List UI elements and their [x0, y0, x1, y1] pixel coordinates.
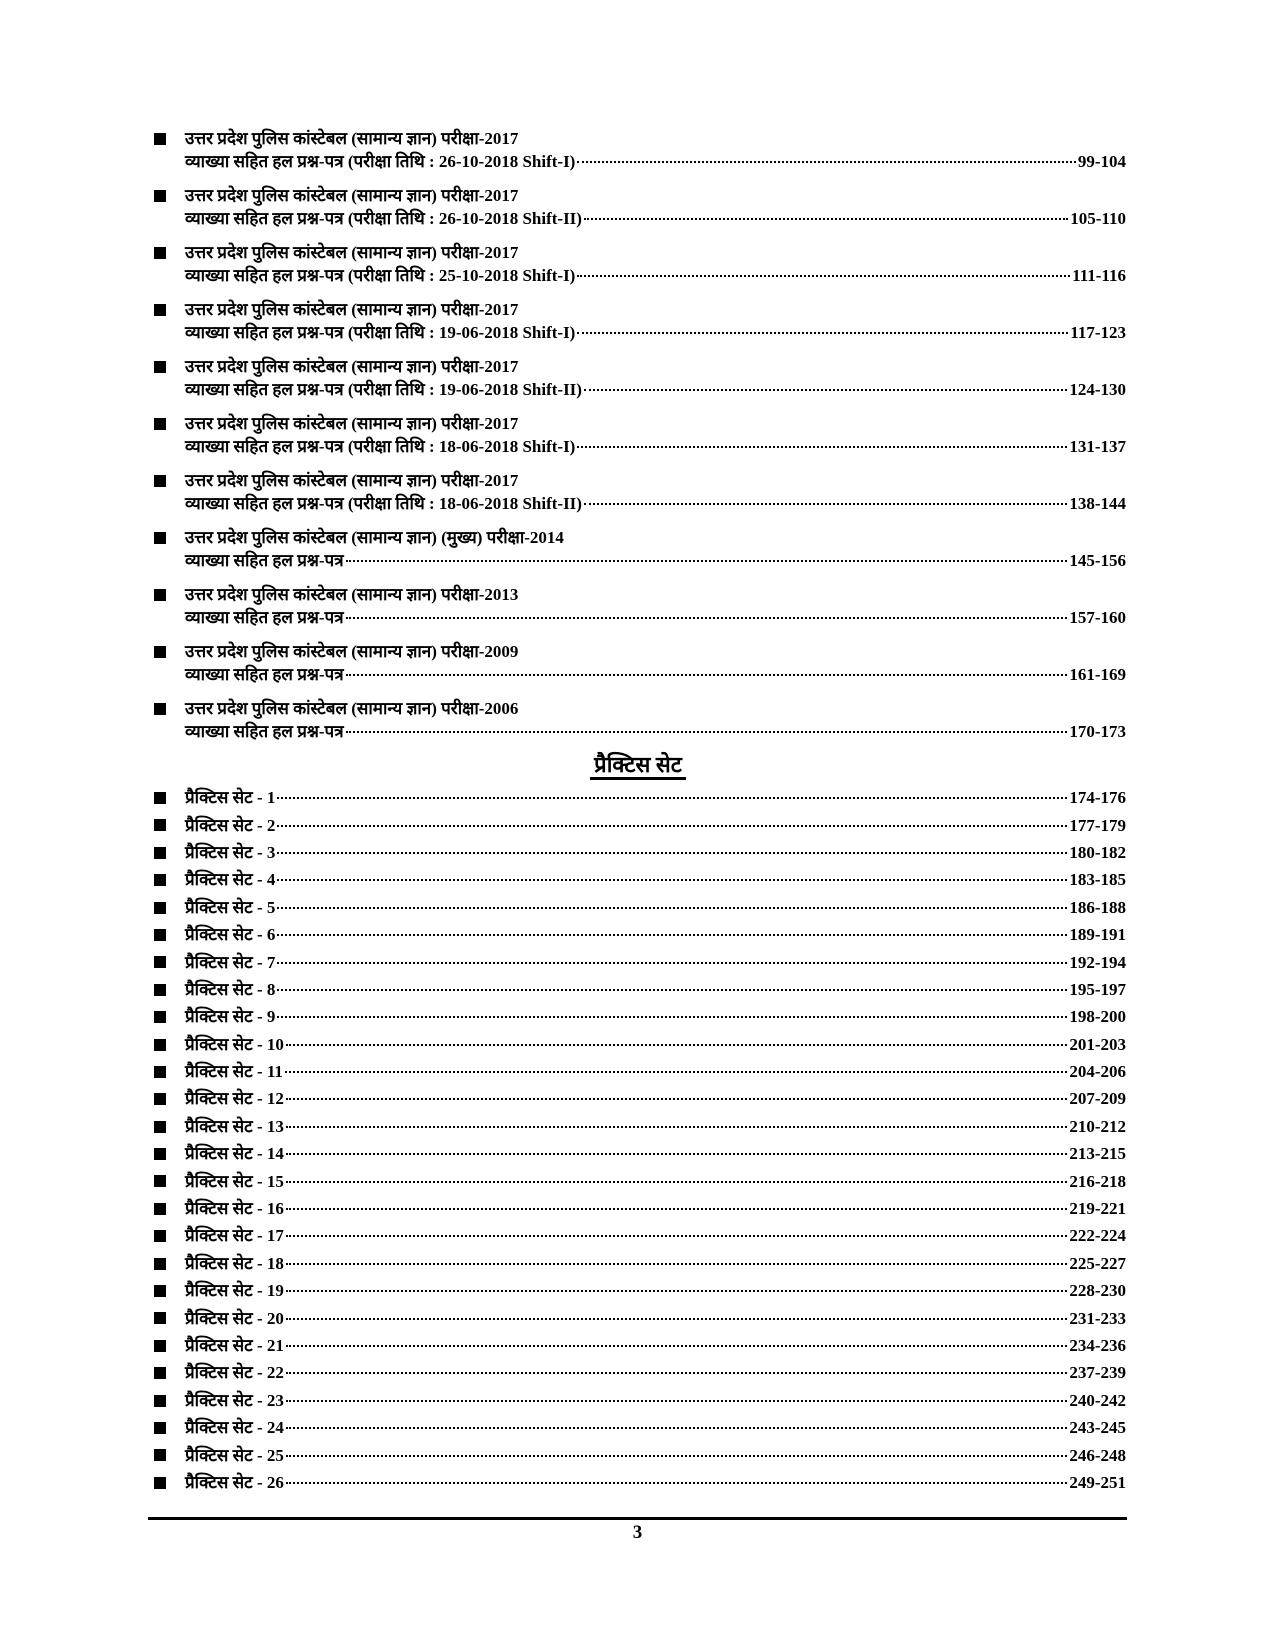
practice-set-entry[interactable]	[150, 1359, 1126, 1386]
square-bullet-icon	[154, 133, 166, 145]
square-bullet-icon	[154, 1121, 166, 1133]
square-bullet-icon	[154, 929, 166, 941]
entry-detail: व्याख्या सहित हल प्रश्न-पत्र (परीक्षा तिथि : 18-06-2018 Shift-I)	[185, 437, 576, 456]
dot-leader	[346, 617, 1068, 619]
practice-set-page-range: 195-197	[1069, 979, 1126, 999]
dot-leader	[277, 962, 1067, 964]
dot-leader	[286, 1153, 1067, 1155]
practice-set-entry[interactable]	[150, 784, 1126, 811]
practice-set-entry[interactable]	[150, 866, 1126, 893]
practice-set-line	[185, 1414, 1126, 1441]
toc-entry[interactable]	[150, 241, 1126, 287]
square-bullet-icon	[154, 984, 166, 996]
toc-entry[interactable]	[150, 526, 1126, 572]
dot-leader	[577, 275, 1070, 277]
dot-leader	[577, 446, 1067, 448]
entry-title: उत्तर प्रदेश पुलिस कांस्टेबल (सामान्य ज्ञान) परीक्षा-2013	[185, 585, 519, 604]
practice-set-page-range: 219-221	[1069, 1199, 1126, 1219]
practice-set-label: प्रैक्टिस सेट - 1	[185, 788, 276, 808]
dot-leader	[346, 674, 1068, 676]
practice-set-line	[185, 839, 1126, 866]
practice-set-line	[185, 1195, 1126, 1222]
square-bullet-icon	[154, 792, 166, 804]
practice-set-entry[interactable]	[150, 1003, 1126, 1030]
square-bullet-icon	[154, 361, 166, 373]
square-bullet-icon	[154, 475, 166, 487]
entry-detail-line	[185, 606, 1126, 629]
practice-set-label: प्रैक्टिस सेट - 9	[185, 1007, 276, 1027]
practice-set-entry[interactable]	[150, 1277, 1126, 1304]
dot-leader	[286, 1263, 1067, 1265]
practice-set-line	[185, 1277, 1126, 1304]
entry-title: उत्तर प्रदेश पुलिस कांस्टेबल (सामान्य ज्ञान) परीक्षा-2017	[185, 243, 519, 262]
practice-set-page-range: 174-176	[1069, 788, 1126, 808]
square-bullet-icon	[154, 1449, 166, 1461]
practice-set-label: प्रैक्टिस सेट - 21	[185, 1336, 284, 1355]
practice-set-label: प्रैक्टिस सेट - 20	[185, 1308, 284, 1328]
practice-set-line	[185, 1085, 1126, 1112]
practice-heading-text: प्रैक्टिस सेट	[590, 752, 686, 780]
practice-set-entry[interactable]	[150, 948, 1126, 975]
practice-set-line	[185, 1113, 1126, 1140]
practice-set-label: प्रैक्टिस सेट - 15	[185, 1171, 284, 1191]
practice-set-label: प्रैक्टिस सेट - 4	[185, 870, 276, 890]
practice-set-line	[185, 812, 1126, 839]
dot-leader	[277, 852, 1067, 854]
practice-set-line	[185, 1469, 1126, 1496]
entry-detail-line	[185, 150, 1126, 173]
square-bullet-icon	[154, 1477, 166, 1489]
entry-page-range: 138-144	[1069, 494, 1126, 513]
square-bullet-icon	[154, 874, 166, 886]
practice-set-page-range: 228-230	[1069, 1281, 1126, 1301]
practice-set-page-range: 201-203	[1069, 1034, 1126, 1054]
practice-set-label: प्रैक्टिस सेट - 3	[185, 842, 276, 862]
practice-set-line	[185, 1003, 1126, 1030]
square-bullet-icon	[154, 1066, 166, 1078]
square-bullet-icon	[154, 703, 166, 715]
practice-set-line	[185, 784, 1126, 811]
square-bullet-icon	[154, 956, 166, 968]
entry-detail: व्याख्या सहित हल प्रश्न-पत्र (परीक्षा तिथि : 25-10-2018 Shift-I)	[185, 266, 576, 285]
practice-set-line	[185, 1332, 1126, 1359]
entry-detail: व्याख्या सहित हल प्रश्न-पत्र	[185, 722, 344, 741]
practice-set-label: प्रैक्टिस सेट - 13	[185, 1116, 284, 1136]
entry-detail-line	[185, 264, 1126, 287]
practice-set-page-range: 237-239	[1069, 1363, 1126, 1383]
entry-title: उत्तर प्रदेश पुलिस कांस्टेबल (सामान्य ज्ञान) परीक्षा-2017	[185, 471, 519, 490]
square-bullet-icon	[154, 1175, 166, 1187]
practice-set-entry[interactable]	[150, 1387, 1126, 1414]
toc-entry[interactable]	[150, 127, 1126, 173]
dot-leader	[286, 1372, 1067, 1374]
square-bullet-icon	[154, 1011, 166, 1023]
dot-leader	[286, 1455, 1067, 1457]
practice-set-page-range: 216-218	[1069, 1171, 1126, 1191]
practice-set-entry[interactable]	[150, 1222, 1126, 1249]
practice-set-list	[150, 784, 1126, 1496]
practice-set-label: प्रैक्टिस सेट - 7	[185, 952, 276, 972]
dot-leader	[584, 389, 1067, 391]
practice-set-entry[interactable]	[150, 1250, 1126, 1277]
practice-set-entry[interactable]	[150, 976, 1126, 1003]
practice-set-page-range: 186-188	[1069, 897, 1126, 917]
practice-set-page-range: 189-191	[1069, 925, 1126, 945]
practice-set-page-range: 183-185	[1069, 870, 1126, 890]
practice-set-page-range: 234-236	[1069, 1336, 1126, 1355]
practice-set-line	[185, 1387, 1126, 1414]
practice-set-label: प्रैक्टिस सेट - 2	[185, 815, 276, 835]
practice-set-page-range: 198-200	[1069, 1007, 1126, 1027]
practice-set-page-range: 246-248	[1069, 1445, 1126, 1465]
dot-leader	[286, 1290, 1067, 1292]
dot-leader	[277, 797, 1067, 799]
toc-entry[interactable]	[150, 355, 1126, 401]
entry-detail: व्याख्या सहित हल प्रश्न-पत्र (परीक्षा तिथि : 19-06-2018 Shift-II)	[185, 380, 582, 399]
practice-set-line	[185, 976, 1126, 1003]
toc-entry[interactable]	[150, 298, 1126, 344]
dot-leader	[577, 161, 1075, 163]
square-bullet-icon	[154, 1340, 166, 1352]
toc-entry[interactable]	[150, 583, 1126, 629]
practice-set-line	[185, 1305, 1126, 1332]
square-bullet-icon	[154, 1148, 166, 1160]
square-bullet-icon	[154, 247, 166, 259]
dot-leader	[346, 731, 1068, 733]
practice-set-label: प्रैक्टिस सेट - 16	[185, 1199, 284, 1219]
entry-page-range: 124-130	[1069, 380, 1126, 399]
practice-set-page-range: 207-209	[1069, 1089, 1126, 1109]
practice-set-line	[185, 1222, 1126, 1249]
practice-set-label: प्रैक्टिस सेट - 6	[185, 925, 276, 945]
practice-set-entry[interactable]	[150, 839, 1126, 866]
practice-set-page-range: 222-224	[1069, 1226, 1126, 1246]
practice-set-label: प्रैक्टिस सेट - 12	[185, 1089, 284, 1109]
entry-title: उत्तर प्रदेश पुलिस कांस्टेबल (सामान्य ज्ञान) परीक्षा-2017	[185, 129, 519, 148]
practice-set-label: प्रैक्टिस सेट - 25	[185, 1445, 284, 1465]
entry-page-range: 170-173	[1069, 722, 1126, 741]
dot-leader	[285, 1071, 1067, 1073]
square-bullet-icon	[154, 819, 166, 831]
practice-set-line	[185, 1250, 1126, 1277]
entry-detail-line	[185, 720, 1126, 743]
practice-set-entry[interactable]	[150, 1441, 1126, 1468]
entry-detail-line	[185, 321, 1126, 344]
square-bullet-icon	[154, 304, 166, 316]
entry-detail-line	[185, 549, 1126, 572]
practice-set-entry[interactable]	[150, 1469, 1126, 1496]
practice-set-page-range: 180-182	[1069, 842, 1126, 862]
square-bullet-icon	[154, 1258, 166, 1270]
practice-set-label: प्रैक्टिस सेट - 11	[185, 1062, 283, 1082]
practice-set-page-range: 204-206	[1069, 1062, 1126, 1082]
dot-leader	[286, 1098, 1067, 1100]
practice-set-line	[185, 1359, 1126, 1386]
practice-set-entry[interactable]	[150, 1113, 1126, 1140]
entry-detail: व्याख्या सहित हल प्रश्न-पत्र (परीक्षा तिथि : 26-10-2018 Shift-II)	[185, 209, 582, 228]
practice-set-line	[185, 949, 1126, 976]
dot-leader	[346, 560, 1068, 562]
entry-title: उत्तर प्रदेश पुलिस कांस्टेबल (सामान्य ज्ञान) परीक्षा-2017	[185, 414, 519, 433]
dot-leader	[286, 1208, 1067, 1210]
dot-leader	[286, 1126, 1067, 1128]
practice-set-entry[interactable]	[150, 1140, 1126, 1167]
practice-set-label: प्रैक्टिस सेट - 5	[185, 897, 276, 917]
entry-page-range: 131-137	[1069, 437, 1126, 456]
dot-leader	[286, 1235, 1067, 1237]
practice-set-line	[185, 1140, 1126, 1167]
practice-set-label: प्रैक्टिस सेट - 22	[185, 1363, 284, 1383]
practice-set-entry[interactable]	[150, 1195, 1126, 1222]
dot-leader	[286, 1044, 1067, 1046]
dot-leader	[277, 1016, 1067, 1018]
practice-set-label: प्रैक्टिस सेट - 18	[185, 1253, 284, 1273]
entry-title: उत्तर प्रदेश पुलिस कांस्टेबल (सामान्य ज्ञान) परीक्षा-2017	[185, 300, 519, 319]
entry-detail: व्याख्या सहित हल प्रश्न-पत्र (परीक्षा तिथि : 19-06-2018 Shift-I)	[185, 323, 576, 342]
square-bullet-icon	[154, 1285, 166, 1297]
entry-detail: व्याख्या सहित हल प्रश्न-पत्र	[185, 665, 344, 684]
dot-leader	[286, 1427, 1067, 1429]
square-bullet-icon	[154, 847, 166, 859]
entry-detail: व्याख्या सहित हल प्रश्न-पत्र	[185, 551, 344, 570]
square-bullet-icon	[154, 902, 166, 914]
square-bullet-icon	[154, 1039, 166, 1051]
dot-leader	[577, 332, 1068, 334]
entry-page-range: 117-123	[1070, 323, 1126, 342]
dot-leader	[286, 1400, 1067, 1402]
practice-set-entry[interactable]	[150, 1031, 1126, 1058]
exam-entry-list	[150, 127, 1126, 743]
practice-set-label: प्रैक्टिस सेट - 10	[185, 1034, 284, 1054]
practice-set-entry[interactable]	[150, 1304, 1126, 1331]
dot-leader	[277, 989, 1067, 991]
practice-set-page-range: 240-242	[1069, 1390, 1126, 1410]
entry-title: उत्तर प्रदेश पुलिस कांस्टेबल (सामान्य ज्ञान) परीक्षा-2017	[185, 357, 519, 376]
dot-leader	[277, 907, 1067, 909]
practice-set-label: प्रैक्टिस सेट - 8	[185, 979, 276, 999]
toc-entry[interactable]	[150, 184, 1126, 230]
entry-page-range: 105-110	[1070, 209, 1126, 228]
square-bullet-icon	[154, 1312, 166, 1324]
entry-title: उत्तर प्रदेश पुलिस कांस्टेबल (सामान्य ज्ञान) (मुख्य) परीक्षा-2014	[185, 528, 564, 547]
square-bullet-icon	[154, 418, 166, 430]
practice-set-label: प्रैक्टिस सेट - 24	[185, 1418, 284, 1438]
practice-set-entry[interactable]	[150, 921, 1126, 948]
entry-detail-line	[185, 435, 1126, 458]
square-bullet-icon	[154, 532, 166, 544]
entry-detail: व्याख्या सहित हल प्रश्न-पत्र	[185, 608, 344, 627]
practice-set-entry[interactable]	[150, 1414, 1126, 1441]
practice-set-label: प्रैक्टिस सेट - 17	[185, 1226, 284, 1246]
entry-page-range: 161-169	[1069, 665, 1126, 684]
toc-entry[interactable]	[150, 469, 1126, 515]
toc-entry[interactable]	[150, 697, 1126, 743]
dot-leader	[277, 934, 1067, 936]
practice-set-entry[interactable]	[150, 1167, 1126, 1194]
practice-set-page-range: 231-233	[1069, 1308, 1126, 1328]
practice-set-page-range: 192-194	[1069, 952, 1126, 972]
practice-set-line	[185, 1168, 1126, 1195]
square-bullet-icon	[154, 1422, 166, 1434]
practice-set-line	[185, 1031, 1126, 1058]
square-bullet-icon	[154, 1093, 166, 1105]
table-of-contents	[150, 127, 1126, 1496]
practice-set-label: प्रैक्टिस सेट - 19	[185, 1281, 284, 1301]
entry-page-range: 145-156	[1069, 551, 1126, 570]
dot-leader	[286, 1318, 1067, 1320]
square-bullet-icon	[154, 1230, 166, 1242]
practice-set-line	[185, 894, 1126, 921]
practice-set-entry[interactable]	[150, 1085, 1126, 1112]
practice-set-label: प्रैक्टिस सेट - 26	[185, 1472, 284, 1492]
square-bullet-icon	[154, 1203, 166, 1215]
practice-set-line	[185, 1058, 1126, 1085]
practice-set-label: प्रैक्टिस सेट - 14	[185, 1144, 284, 1164]
dot-leader	[584, 503, 1067, 505]
practice-set-line	[185, 866, 1126, 893]
practice-set-line	[185, 921, 1126, 948]
entry-title: उत्तर प्रदेश पुलिस कांस्टेबल (सामान्य ज्ञान) परीक्षा-2009	[185, 642, 519, 661]
square-bullet-icon	[154, 646, 166, 658]
entry-page-range: 99-104	[1077, 152, 1126, 171]
dot-leader	[286, 1345, 1067, 1347]
toc-entry[interactable]	[150, 412, 1126, 458]
practice-set-line	[185, 1442, 1126, 1469]
practice-set-page-range: 225-227	[1069, 1253, 1126, 1273]
practice-set-label: प्रैक्टिस सेट - 23	[185, 1390, 284, 1410]
dot-leader	[286, 1181, 1067, 1183]
entry-detail: व्याख्या सहित हल प्रश्न-पत्र (परीक्षा तिथि : 26-10-2018 Shift-I)	[185, 152, 576, 171]
square-bullet-icon	[154, 190, 166, 202]
dot-leader	[584, 218, 1068, 220]
entry-detail-line	[185, 378, 1126, 401]
entry-title: उत्तर प्रदेश पुलिस कांस्टेबल (सामान्य ज्ञान) परीक्षा-2017	[185, 186, 519, 205]
practice-set-entry[interactable]	[150, 1058, 1126, 1085]
page-number: 3	[632, 1522, 643, 1543]
practice-set-page-range: 213-215	[1069, 1144, 1126, 1164]
entry-detail-line	[185, 663, 1126, 686]
dot-leader	[277, 825, 1067, 827]
entry-title: उत्तर प्रदेश पुलिस कांस्टेबल (सामान्य ज्ञान) परीक्षा-2006	[185, 699, 519, 718]
practice-set-page-range: 243-245	[1069, 1418, 1126, 1438]
toc-entry[interactable]	[150, 640, 1126, 686]
practice-set-page-range: 177-179	[1069, 815, 1126, 835]
square-bullet-icon	[154, 1395, 166, 1407]
entry-detail: व्याख्या सहित हल प्रश्न-पत्र (परीक्षा तिथि : 18-06-2018 Shift-II)	[185, 494, 582, 513]
entry-page-range: 157-160	[1069, 608, 1126, 627]
practice-set-page-range: 249-251	[1069, 1472, 1126, 1492]
entry-page-range: 111-116	[1072, 266, 1126, 285]
practice-set-page-range: 210-212	[1069, 1116, 1126, 1136]
square-bullet-icon	[154, 1367, 166, 1379]
practice-set-entry[interactable]	[150, 894, 1126, 921]
footer-divider	[148, 1517, 1127, 1520]
square-bullet-icon	[154, 589, 166, 601]
entry-detail-line	[185, 207, 1126, 230]
dot-leader	[277, 879, 1067, 881]
practice-set-entry[interactable]	[150, 811, 1126, 838]
entry-detail-line	[185, 492, 1126, 515]
dot-leader	[286, 1482, 1067, 1484]
practice-set-entry[interactable]	[150, 1332, 1126, 1359]
practice-section-heading	[150, 750, 1126, 780]
